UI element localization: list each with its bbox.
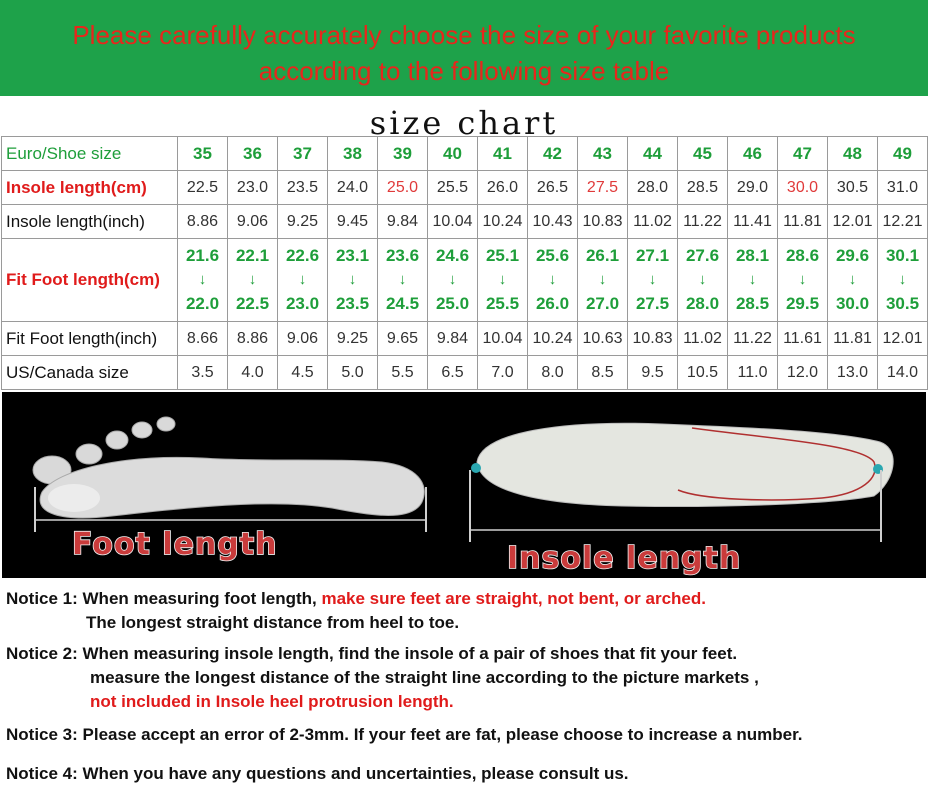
- fit-from-value: 26.1: [585, 246, 620, 265]
- table-cell: 43: [578, 137, 628, 171]
- table-cell: 9.84: [428, 322, 478, 356]
- table-cell: 10.83: [578, 205, 628, 239]
- table-cell: 7.0: [478, 356, 528, 390]
- row-fit-foot-inch: [2, 322, 928, 356]
- fit-to-value: 28.0: [685, 294, 720, 313]
- table-cell: 10.43: [528, 205, 578, 239]
- foot-length-caption: Foot length: [72, 527, 278, 562]
- table-cell: 31.0: [878, 171, 928, 205]
- table-cell: 9.5: [628, 356, 678, 390]
- table-cell: 11.41: [728, 205, 778, 239]
- table-cell: [778, 239, 828, 322]
- measurement-illustration: [2, 392, 926, 578]
- arrow-down-icon: ↓: [398, 271, 407, 288]
- fit-to-value: 24.5: [385, 294, 420, 313]
- row-euro-size-label: Euro/Shoe size: [2, 137, 178, 171]
- table-cell: [528, 239, 578, 322]
- table-cell: 39: [378, 137, 428, 171]
- arrow-down-icon: ↓: [848, 271, 857, 288]
- fit-from-value: 25.1: [485, 246, 520, 265]
- row-fit-foot-cm-label: Fit Foot length(cm): [2, 239, 178, 322]
- table-cell: [578, 239, 628, 322]
- table-cell: [728, 239, 778, 322]
- table-cell: 42: [528, 137, 578, 171]
- banner-line-1: Please carefully accurately choose the size of your favorite products: [72, 20, 856, 50]
- table-cell: [678, 239, 728, 322]
- arrow-down-icon: ↓: [898, 271, 907, 288]
- table-cell: 23.5: [278, 171, 328, 205]
- table-cell: 11.0: [728, 356, 778, 390]
- table-cell: 6.5: [428, 356, 478, 390]
- row-insole-cm-label: Insole length(cm): [2, 171, 178, 205]
- row-fit-foot-cm: [2, 239, 928, 322]
- fit-to-value: 22.0: [185, 294, 220, 313]
- row-insole-inch: [2, 205, 928, 239]
- arrow-down-icon: ↓: [798, 271, 807, 288]
- notice-3: Notice 3: Please accept an error of 2-3mm. If your feet are fat, please choose to increase a number.: [6, 725, 803, 744]
- table-cell: 22.5: [178, 171, 228, 205]
- table-cell: 48: [828, 137, 878, 171]
- table-cell: 28.0: [628, 171, 678, 205]
- fit-to-value: 25.0: [435, 294, 470, 313]
- table-cell: 8.86: [228, 322, 278, 356]
- table-cell: 23.0: [228, 171, 278, 205]
- table-cell: 5.5: [378, 356, 428, 390]
- table-cell: 41: [478, 137, 528, 171]
- size-chart-title: size chart: [369, 104, 559, 142]
- notice-2-line-2: measure the longest distance of the straight line according to the picture markets ,: [90, 668, 759, 687]
- table-cell: 24.0: [328, 171, 378, 205]
- row-euro-size: [2, 137, 928, 171]
- table-cell: 26.0: [478, 171, 528, 205]
- table-cell: 11.02: [628, 205, 678, 239]
- table-cell: 36: [228, 137, 278, 171]
- table-cell: 9.06: [278, 322, 328, 356]
- table-cell: 10.63: [578, 322, 628, 356]
- table-cell: 44: [628, 137, 678, 171]
- notice-4: Notice 4: When you have any questions and uncertainties, please consult us.: [6, 764, 629, 783]
- banner-line-2: according to the following size table: [258, 56, 670, 86]
- arrow-down-icon: ↓: [698, 271, 707, 288]
- fit-to-value: 27.0: [585, 294, 620, 313]
- notice-1: [6, 588, 706, 610]
- fit-to-value: 22.5: [235, 294, 270, 313]
- fit-from-value: 27.1: [635, 246, 670, 265]
- table-cell: 38: [328, 137, 378, 171]
- fit-to-value: 27.5: [635, 294, 670, 313]
- row-us-canada-size: [2, 356, 928, 390]
- fit-to-value: 25.5: [485, 294, 520, 313]
- table-cell: [278, 239, 328, 322]
- arrow-down-icon: ↓: [448, 271, 457, 288]
- table-cell: [178, 239, 228, 322]
- fit-from-value: 21.6: [185, 246, 220, 265]
- table-cell: 35: [178, 137, 228, 171]
- table-cell: 12.21: [878, 205, 928, 239]
- table-cell: 49: [878, 137, 928, 171]
- table-cell: [328, 239, 378, 322]
- insole-length-caption: Insole length: [507, 541, 742, 576]
- fit-to-value: 23.0: [285, 294, 320, 313]
- table-cell: 9.45: [328, 205, 378, 239]
- table-cell: 3.5: [178, 356, 228, 390]
- table-cell: 11.22: [678, 205, 728, 239]
- row-insole-cm: [2, 171, 928, 205]
- table-cell: 14.0: [878, 356, 928, 390]
- table-cell: 10.24: [528, 322, 578, 356]
- table-cell: [878, 239, 928, 322]
- table-cell: 12.01: [828, 205, 878, 239]
- table-cell: [378, 239, 428, 322]
- table-cell: 47: [778, 137, 828, 171]
- row-us-canada-size-label: US/Canada size: [2, 356, 178, 390]
- fit-from-value: 24.6: [435, 246, 470, 265]
- table-cell: 9.25: [278, 205, 328, 239]
- table-cell: 11.81: [828, 322, 878, 356]
- table-cell: 10.04: [478, 322, 528, 356]
- fit-to-value: 23.5: [335, 294, 370, 313]
- size-table: [1, 136, 928, 390]
- fit-to-value: 29.5: [785, 294, 820, 313]
- table-cell: [428, 239, 478, 322]
- table-cell: 11.22: [728, 322, 778, 356]
- row-fit-foot-inch-label: Fit Foot length(inch): [2, 322, 178, 356]
- fit-from-value: 23.6: [385, 246, 420, 265]
- fit-to-value: 28.5: [735, 294, 770, 313]
- table-cell: 26.5: [528, 171, 578, 205]
- table-cell: 10.83: [628, 322, 678, 356]
- table-cell: 30.0: [778, 171, 828, 205]
- notice-1-lead: Notice 1: When measuring foot length,: [6, 589, 322, 608]
- table-cell: 5.0: [328, 356, 378, 390]
- table-cell: 40: [428, 137, 478, 171]
- table-cell: 29.0: [728, 171, 778, 205]
- table-cell: 25.0: [378, 171, 428, 205]
- table-cell: 8.86: [178, 205, 228, 239]
- table-cell: 28.5: [678, 171, 728, 205]
- fit-to-value: 26.0: [535, 294, 570, 313]
- table-cell: 46: [728, 137, 778, 171]
- fit-from-value: 28.6: [785, 246, 820, 265]
- table-cell: 12.01: [878, 322, 928, 356]
- table-cell: 8.66: [178, 322, 228, 356]
- table-cell: [228, 239, 278, 322]
- arrow-down-icon: ↓: [548, 271, 557, 288]
- notice-2: Notice 2: When measuring insole length, find the insole of a pair of shoes that fit your feet.: [6, 644, 738, 663]
- notice-2-red: not included in Insole heel protrusion length.: [90, 692, 454, 711]
- table-cell: 12.0: [778, 356, 828, 390]
- table-cell: 10.04: [428, 205, 478, 239]
- table-cell: 30.5: [828, 171, 878, 205]
- fit-from-value: 28.1: [735, 246, 770, 265]
- arrow-down-icon: ↓: [298, 271, 307, 288]
- table-cell: 11.02: [678, 322, 728, 356]
- arrow-down-icon: ↓: [748, 271, 757, 288]
- table-cell: 9.84: [378, 205, 428, 239]
- table-cell: 4.0: [228, 356, 278, 390]
- fit-from-value: 27.6: [685, 246, 720, 265]
- arrow-down-icon: ↓: [198, 271, 207, 288]
- fit-from-value: 25.6: [535, 246, 570, 265]
- arrow-down-icon: ↓: [498, 271, 507, 288]
- table-cell: [478, 239, 528, 322]
- arrow-down-icon: ↓: [648, 271, 657, 288]
- fit-from-value: 22.6: [285, 246, 320, 265]
- fit-from-value: 23.1: [335, 246, 370, 265]
- table-cell: 10.5: [678, 356, 728, 390]
- table-cell: 13.0: [828, 356, 878, 390]
- table-cell: 9.06: [228, 205, 278, 239]
- notice-1-red: make sure feet are straight, not bent, or arched.: [321, 589, 706, 608]
- table-cell: 25.5: [428, 171, 478, 205]
- fit-to-value: 30.5: [885, 294, 920, 313]
- table-cell: 27.5: [578, 171, 628, 205]
- table-cell: 45: [678, 137, 728, 171]
- table-cell: [828, 239, 878, 322]
- table-cell: 10.24: [478, 205, 528, 239]
- row-insole-inch-label: Insole length(inch): [2, 205, 178, 239]
- table-cell: 11.61: [778, 322, 828, 356]
- measurement-illustration-svg: [2, 392, 926, 578]
- table-cell: 8.5: [578, 356, 628, 390]
- arrow-down-icon: ↓: [248, 271, 257, 288]
- table-cell: 37: [278, 137, 328, 171]
- table-cell: 11.81: [778, 205, 828, 239]
- arrow-down-icon: ↓: [598, 271, 607, 288]
- fit-from-value: 22.1: [235, 246, 270, 265]
- fit-from-value: 30.1: [885, 246, 920, 265]
- fit-from-value: 29.6: [835, 246, 870, 265]
- table-cell: 4.5: [278, 356, 328, 390]
- table-cell: 9.65: [378, 322, 428, 356]
- table-cell: [628, 239, 678, 322]
- header-banner: [0, 0, 928, 96]
- notice-1-line-2: The longest straight distance from heel to toe.: [86, 613, 460, 632]
- insole-silhouette-icon: [471, 423, 893, 506]
- fit-to-value: 30.0: [835, 294, 870, 313]
- arrow-down-icon: ↓: [348, 271, 357, 288]
- table-cell: 9.25: [328, 322, 378, 356]
- table-cell: 8.0: [528, 356, 578, 390]
